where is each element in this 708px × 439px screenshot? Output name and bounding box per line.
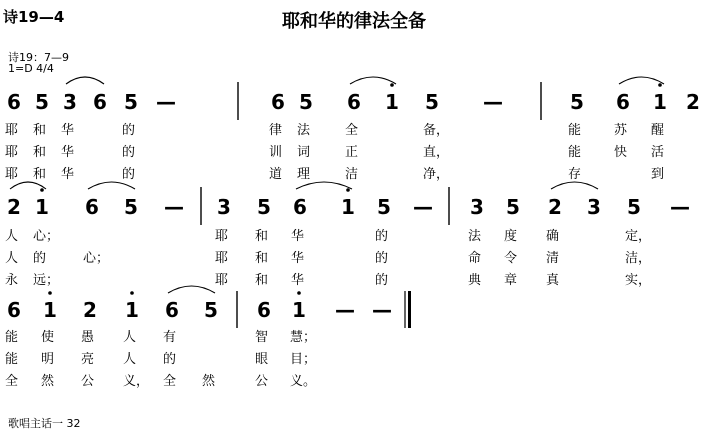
lyric-syllable: 人 [123,352,137,367]
extension-dash: — [164,195,184,219]
lyric-syllable: 存 [568,167,582,182]
lyric-syllable: 能 [5,330,19,345]
note: 2 [548,195,562,219]
hymn-code: 诗19—4 [3,8,65,26]
note: 3 [63,90,77,114]
lyric-syllable: 的 [163,352,177,367]
lyric-syllable: 活 [651,145,665,160]
lyric-syllable: 人 [5,229,19,244]
final-barline-thick [408,291,411,328]
note: 2 [7,195,21,219]
lyric-syllable: 公 [81,374,95,389]
note: 5 [506,195,520,219]
octave-dot [346,188,350,192]
extension-dash: — [413,195,433,219]
lyric-syllable: 和 [33,123,47,138]
extension-dash: — [372,298,392,322]
note: 6 [7,298,21,322]
lyric-syllable: 心； [33,229,60,244]
slur-arc [551,182,598,189]
note: 5 [377,195,391,219]
lyric-syllable: 和 [33,167,47,182]
note: 6 [7,90,21,114]
lyric-syllable: 法 [297,123,311,138]
lyric-syllable: 永 [5,273,19,288]
lyric-syllable: 华 [291,229,305,244]
lyric-syllable: 全 [345,123,359,138]
note: 1 [653,90,667,114]
lyric-syllable: 眼 [255,352,269,367]
scripture-ref: 诗19：7—9 [8,51,69,64]
lyric-syllable: 令 [504,251,518,266]
lyric-syllable: 耶 [215,251,229,266]
lyric-syllable: 华 [291,273,305,288]
note: 6 [271,90,285,114]
lyric-syllable: 然 [202,374,216,389]
lyric-syllable: 有 [163,330,177,345]
lyric-syllable: 到 [651,167,665,182]
octave-dot [297,291,301,295]
lyric-syllable: 和 [33,145,47,160]
lyric-syllable: 心； [83,251,110,266]
lyric-syllable: 耶 [215,229,229,244]
note: 6 [616,90,630,114]
note: 1 [125,298,139,322]
slur-arc [66,77,104,84]
note: 5 [299,90,313,114]
lyric-syllable: 和 [255,273,269,288]
slur-arc [350,77,396,84]
note: 6 [93,90,107,114]
extension-dash: — [335,298,355,322]
note: 5 [257,195,271,219]
lyric-syllable: 洁 [345,167,359,182]
lyric-syllable: 耶 [5,123,19,138]
note: 6 [85,195,99,219]
lyric-syllable: 耶 [5,145,19,160]
lyric-syllable: 道 [269,167,283,182]
octave-dot [390,83,394,87]
lyric-syllable: 华 [61,145,75,160]
lyric-syllable: 智 [255,330,269,345]
lyric-syllable: 洁， [625,251,652,266]
lyric-syllable: 华 [291,251,305,266]
octave-dot [40,188,44,192]
lyric-syllable: 典 [468,273,482,288]
lyric-syllable: 慧； [290,330,317,345]
lyric-syllable: 人 [5,251,19,266]
note: 1 [35,195,49,219]
note: 5 [570,90,584,114]
lyric-syllable: 实， [625,273,652,288]
note: 6 [293,195,307,219]
note: 5 [124,195,138,219]
lyric-syllable: 亮 [81,352,95,367]
note: 5 [124,90,138,114]
lyric-syllable: 明 [41,352,55,367]
lyric-syllable: 真 [546,273,560,288]
lyric-syllable: 理 [297,167,311,182]
slur-arc [10,182,46,189]
lyric-syllable: 定， [625,229,652,244]
lyric-syllable: 直， [423,145,450,160]
note: 6 [165,298,179,322]
final-barline [405,291,411,328]
source-footer: 歌唱主话一 32 [8,417,81,430]
lyric-syllable: 的 [33,251,47,266]
slur-arc [88,182,135,189]
lyric-syllable: 律 [269,123,283,138]
note: 5 [425,90,439,114]
lyric-syllable: 能 [568,123,582,138]
note: 1 [43,298,57,322]
lyric-syllable: 的 [375,273,389,288]
extension-dash: — [483,90,503,114]
slur-arc [168,286,215,293]
note: 6 [257,298,271,322]
lyric-syllable: 清 [546,251,560,266]
lyric-syllable: 华 [61,167,75,182]
lyric-syllable: 苏 [614,123,628,138]
note: 1 [341,195,355,219]
lyric-syllable: 全 [5,374,19,389]
slur-arc [296,182,352,189]
note: 2 [83,298,97,322]
lyric-syllable: 华 [61,123,75,138]
hymn-title: 耶和华的律法全备 [282,11,426,32]
lyric-syllable: 的 [122,145,136,160]
lyric-syllable: 确 [546,229,560,244]
lyric-syllable: 醒 [651,123,665,138]
lyric-syllable: 然 [41,374,55,389]
lyric-syllable: 法 [468,229,482,244]
lyric-syllable: 人 [123,330,137,345]
lyric-syllable: 章 [504,273,518,288]
lyric-syllable: 义。 [290,374,317,389]
lyric-syllable: 词 [297,145,311,160]
octave-dot [658,83,662,87]
note: 5 [35,90,49,114]
lyric-syllable: 耶 [215,273,229,288]
lyric-syllable: 备， [423,123,450,138]
note: 5 [627,195,641,219]
lyric-syllable: 净， [423,167,450,182]
lyric-syllable: 命 [468,251,482,266]
lyric-syllable: 公 [255,374,269,389]
lyric-syllable: 的 [122,123,136,138]
lyric-syllable: 和 [255,251,269,266]
lyric-syllable: 远； [33,273,60,288]
lyric-syllable: 的 [375,251,389,266]
key-signature: 1=D 4/4 [8,62,54,75]
lyric-syllable: 能 [5,352,19,367]
lyric-syllable: 的 [375,229,389,244]
lyric-syllable: 全 [163,374,177,389]
lyric-syllable: 训 [269,145,283,160]
extension-dash: — [670,195,690,219]
lyric-syllable: 能 [568,145,582,160]
extension-dash: — [156,90,176,114]
note: 1 [292,298,306,322]
lyric-syllable: 快 [614,145,628,160]
note: 6 [347,90,361,114]
octave-dot [48,291,52,295]
note: 1 [385,90,399,114]
lyric-syllable: 目； [290,352,317,367]
note: 5 [204,298,218,322]
lyric-syllable: 正 [345,145,359,160]
note: 3 [217,195,231,219]
note: 3 [470,195,484,219]
lyric-syllable: 度 [504,229,518,244]
slur-arc [619,77,664,84]
lyric-syllable: 耶 [5,167,19,182]
lyric-syllable: 义， [123,374,150,389]
lyric-syllable: 的 [122,167,136,182]
lyric-syllable: 愚 [81,330,95,345]
lyric-syllable: 使 [41,330,55,345]
lyric-syllable: 和 [255,229,269,244]
note: 2 [686,90,700,114]
note: 3 [587,195,601,219]
octave-dot [130,291,134,295]
